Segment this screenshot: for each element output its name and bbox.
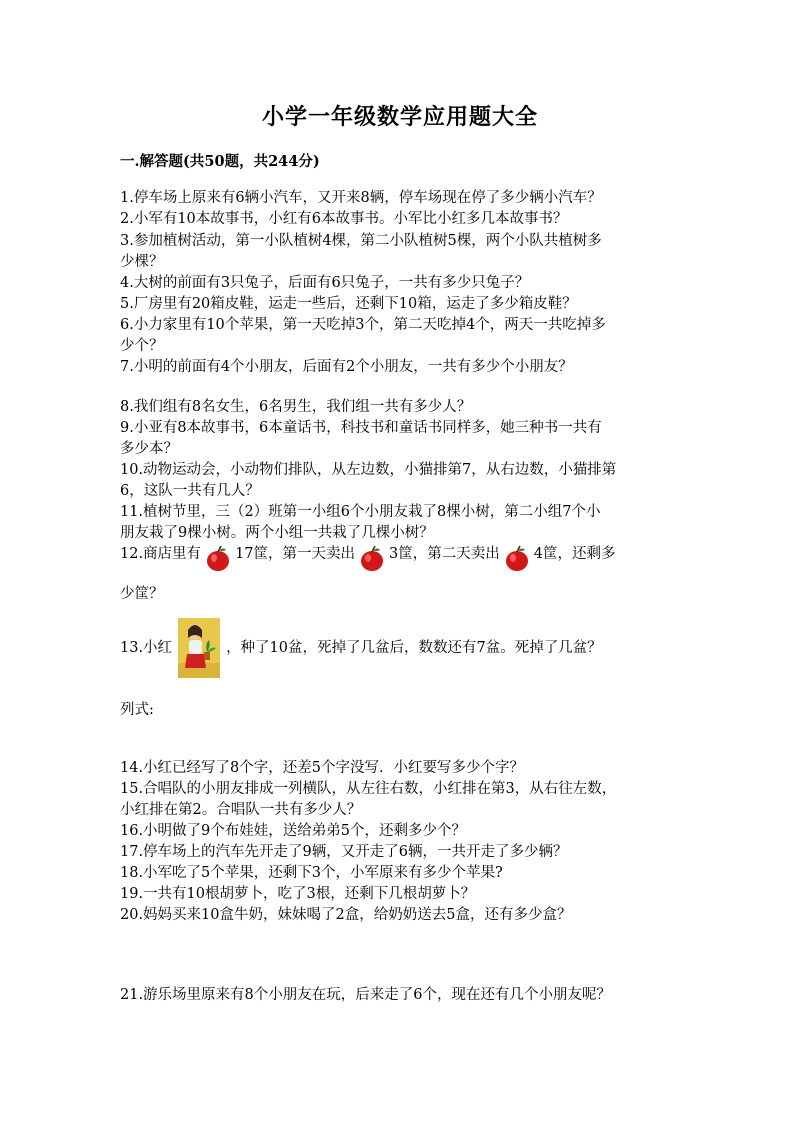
apple-icon <box>504 544 530 572</box>
question-line: 7.小明的前面有4个小朋友，后面有2个小朋友，一共有多少个小朋友？ <box>120 359 573 375</box>
question-line: 4.大树的前面有3只兔子，后面有6只兔子，一共有多少只兔子？ <box>120 275 530 291</box>
question-line: 21.游乐场里原来有8个小朋友在玩，后来走了6个，现在还有几个小朋友呢？ <box>120 987 612 1003</box>
question-line: 6，这队一共有几人？ <box>120 483 260 499</box>
question-12-line <box>120 544 615 572</box>
question-line: 17.停车场上的汽车先开走了9辆，又开走了6辆，一共开走了多少辆？ <box>120 844 568 860</box>
q13-text-2: ，种了10盆，死掉了几盆后，数数还有7盆。死掉了几盆？ <box>226 640 602 656</box>
question-line: 18.小军吃了5个苹果，还剩下3个，小军原来有多少个苹果? <box>120 865 503 881</box>
question-line: 11.植树节里，三（2）班第一小组6个小朋友栽了8棵小树，第二小组7个小 <box>120 504 601 520</box>
question-line: 8.我们组有8名女生，6名男生，我们组一共有多少人？ <box>120 399 472 415</box>
question-line: 朋友栽了9棵小树。两个小组一共栽了几棵小树？ <box>120 525 434 541</box>
question-line: 15.合唱队的小朋友排成一列横队，从左往右数，小红排在第3，从右往左数， <box>120 781 617 797</box>
question-line: 19.一共有10根胡萝卜，吃了3根，还剩下几根胡萝卜？ <box>120 886 476 902</box>
apple-icon <box>359 544 385 572</box>
question-line: 多少本？ <box>120 441 178 457</box>
question-line: 少筐？ <box>120 586 164 602</box>
q12-text-4: 4筐，还剩多 <box>533 546 616 562</box>
question-line: 6.小力家里有10个苹果，第一天吃掉3个，第二天吃掉4个，两天一共吃掉多 <box>120 317 606 333</box>
question-line: 少个？ <box>120 338 164 354</box>
question-line: 3.参加植树活动，第一小队植树4棵，第二小队植树5棵，两个小队共植树多 <box>120 233 602 249</box>
question-line: 小红排在第2。合唱队一共有多少人？ <box>120 802 362 818</box>
question-line: 1.停车场上原来有6辆小汽车，又开来8辆，停车场现在停了多少辆小汽车？ <box>120 190 602 206</box>
answer-label: 列式: <box>120 702 154 718</box>
apple-icon <box>205 544 231 572</box>
q13-text-1: 13.小红 <box>120 640 173 656</box>
question-line: 2.小军有10本故事书，小红有6本故事书。小军比小红多几本故事书？ <box>120 211 568 227</box>
girl-planting-photo <box>178 618 220 678</box>
q12-text-2: 17筐，第一天卖出 <box>235 546 356 562</box>
page-title: 小学一年级数学应用题大全 <box>261 104 538 130</box>
q12-text-1: 12.商店里有 <box>120 546 202 562</box>
question-line: 9.小亚有8本故事书，6本童话书，科技书和童话书同样多，她三种书一共有 <box>120 420 602 436</box>
question-line: 5.厂房里有20箱皮鞋，运走一些后，还剩下10箱，运走了多少箱皮鞋？ <box>120 296 577 312</box>
question-line: 16.小明做了9个布娃娃，送给弟弟5个，还剩多少个？ <box>120 823 467 839</box>
question-line: 少棵？ <box>120 254 164 270</box>
question-line: 20.妈妈买来10盒牛奶，妹妹喝了2盒，给奶奶送去5盒，还有多少盒？ <box>120 907 572 923</box>
question-line: 14.小红已经写了8个字，还差5个字没写．小红要写多少个字？ <box>120 760 525 776</box>
section-heading: 一.解答题(共50题，共244分) <box>120 153 320 170</box>
question-13-line <box>120 618 602 678</box>
question-line: 10.动物运动会，小动物们排队，从左边数，小猫排第7，从右边数，小猫排第 <box>120 462 617 478</box>
q12-text-3: 3筐，第二天卖出 <box>389 546 500 562</box>
